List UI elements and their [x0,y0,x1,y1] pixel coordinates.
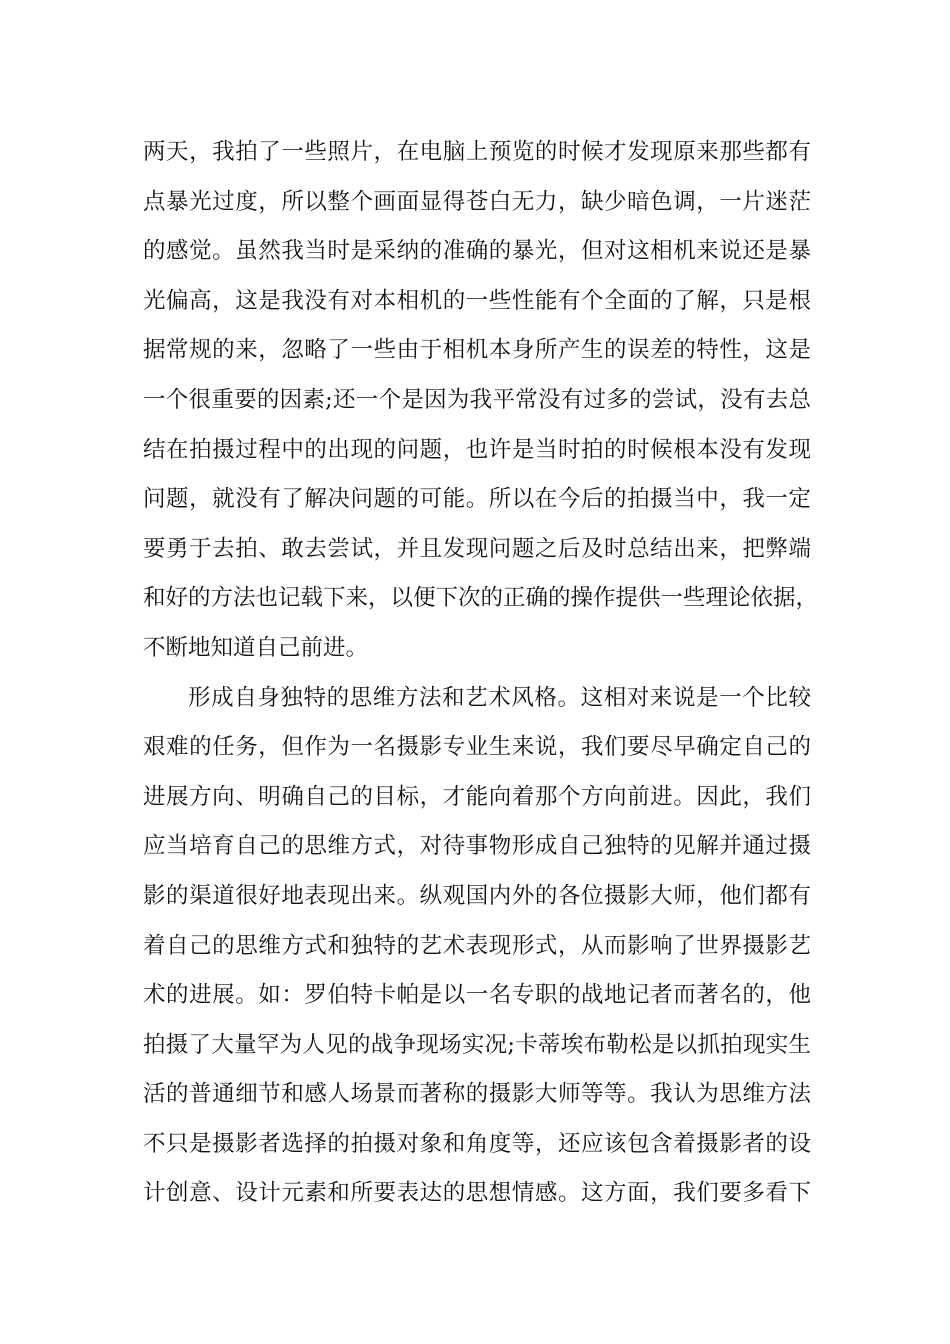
text-line: 拍摄了大量罕为人见的战争现场实况;卡蒂埃布勒松是以抓拍现实生 [143,1031,811,1058]
text-line: 要勇于去拍、敢去尝试，并且发现问题之后及时总结出来，把弊端 [143,535,811,562]
text-line: 和好的方法也记载下来，以便下次的正确的操作提供一些理论依据， [143,585,819,612]
text-line: 一个很重要的因素;还一个是因为我平常没有过多的尝试，没有去总 [143,386,811,413]
text-line: 活的普通细节和感人场景而著称的摄影大师等等。我认为思维方法 [143,1081,811,1108]
paragraph-2 [143,674,811,1220]
document-body [143,128,819,1219]
text-line: 不只是摄影者选择的拍摄对象和角度等，还应该包含着摄影者的设 [143,1130,811,1157]
text-line: 进展方向、明确自己的目标，才能向着那个方向前进。因此，我们 [143,783,811,810]
text-line: 计创意、设计元素和所要表达的思想情感。这方面，我们要多看下 [143,1180,811,1207]
text-line: 形成自身独特的思维方法和艺术风格。这相对来说是一个比较 [188,684,811,711]
text-line: 点暴光过度，所以整个画面显得苍白无力，缺少暗色调，一片迷茫 [143,188,811,215]
text-line: 光偏高，这是我没有对本相机的一些性能有个全面的了解，只是根 [143,287,811,314]
text-line: 据常规的来，忽略了一些由于相机本身所产生的误差的特性，这是 [143,337,811,364]
text-line: 两天，我拍了一些照片，在电脑上预览的时候才发现原来那些都有 [143,139,811,165]
text-line: 问题，就没有了解决问题的可能。所以在今后的拍摄当中，我一定 [143,486,811,513]
text-line: 影的渠道很好地表现出来。纵观国内外的各位摄影大师，他们都有 [143,882,811,909]
text-line: 不断地知道自己前进。 [143,634,369,661]
text-line: 术的进展。如：罗伯特卡帕是以一名专职的战地记者而著名的，他 [143,982,811,1009]
text-line: 应当培育自己的思维方式，对待事物形成自己独特的见解并通过摄 [143,833,811,860]
text-line: 艰难的任务，但作为一名摄影专业生来说，我们要尽早确定自己的 [143,734,811,761]
paragraph-1 [143,128,819,674]
text-line: 结在拍摄过程中的出现的问题，也许是当时拍的时候根本没有发现 [143,436,811,463]
text-line: 的感觉。虽然我当时是采纳的准确的暴光，但对这相机来说还是暴 [143,238,811,265]
text-line: 着自己的思维方式和独特的艺术表现形式，从而影响了世界摄影艺 [143,932,811,959]
